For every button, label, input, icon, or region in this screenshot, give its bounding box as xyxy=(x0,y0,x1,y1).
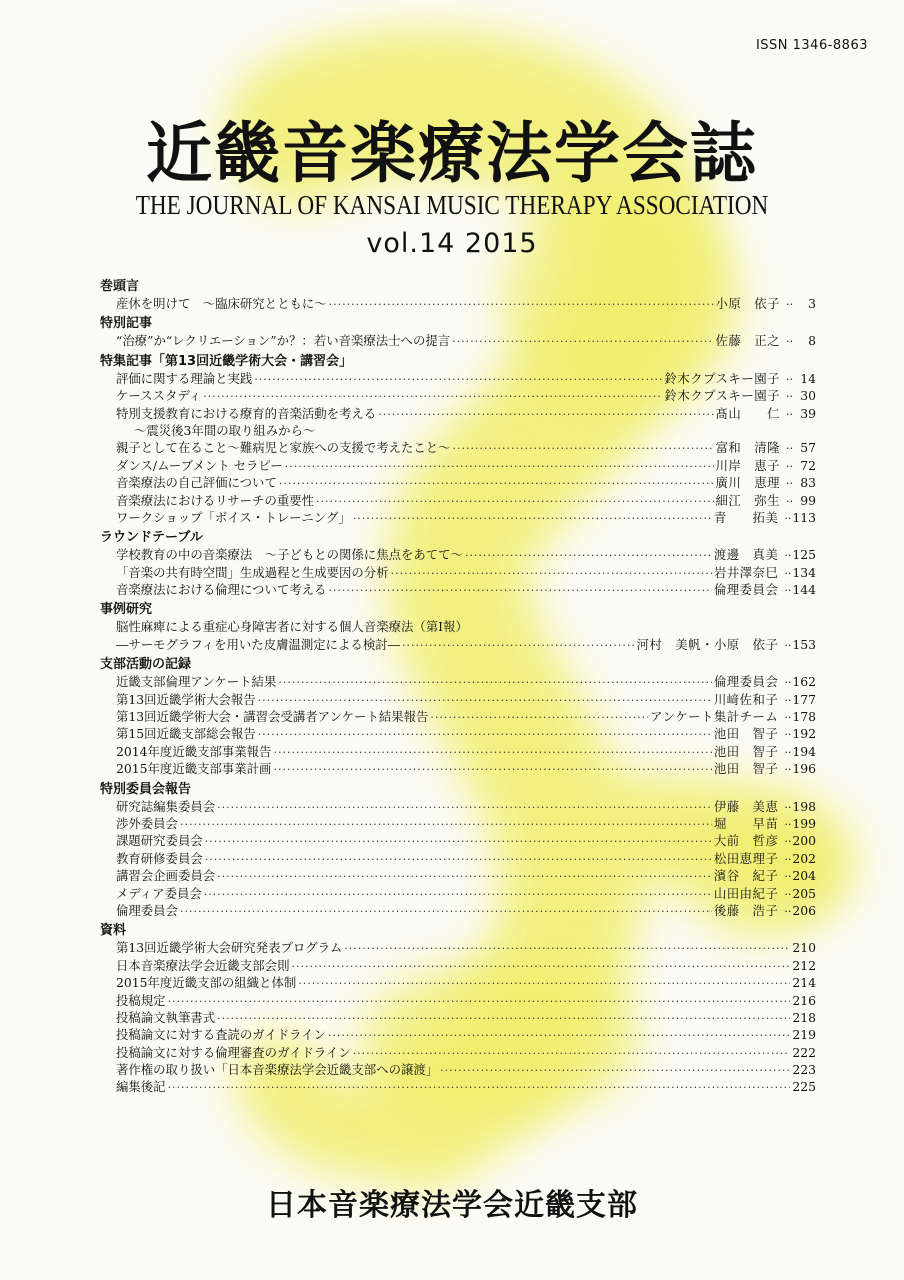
leader-dots xyxy=(205,833,712,850)
toc-section xyxy=(100,278,816,312)
page-leader-dots: ·· xyxy=(786,390,793,404)
toc-entry-author: 鈴木クプスキー園子 xyxy=(664,370,780,386)
toc-entry-page: 198 xyxy=(792,798,816,814)
toc-entry-page: 39 xyxy=(800,405,816,421)
page-leader-dots: ·· xyxy=(786,459,793,473)
toc-entry xyxy=(100,618,816,635)
toc-section xyxy=(100,656,816,777)
toc-entry-title: 2015年度近畿支部の組織と体制 xyxy=(116,975,297,991)
toc-entry-page: 223 xyxy=(792,1062,816,1078)
toc-entry-page: 204 xyxy=(792,868,816,884)
page-leader-dots: ·· xyxy=(784,835,792,849)
toc-entry-page: 125 xyxy=(792,547,816,563)
toc-entry xyxy=(100,832,816,849)
leader-dots xyxy=(279,475,714,492)
toc-section xyxy=(100,315,816,349)
toc-entry-page: 192 xyxy=(792,726,816,742)
toc-entry-page: 219 xyxy=(792,1027,816,1043)
toc-entry xyxy=(100,509,816,526)
toc-entry-author: 鈴木クプスキー園子 xyxy=(664,388,780,404)
toc-entry-page: 210 xyxy=(792,940,816,956)
toc-section-title: 支部活動の記録 xyxy=(100,657,192,673)
toc-entry-page: 202 xyxy=(792,850,816,866)
toc-section-title: 事例研究 xyxy=(100,602,153,618)
toc-entry-author: 池田 智子 xyxy=(713,726,779,742)
toc-entry-page: 206 xyxy=(792,902,816,918)
leader-dots xyxy=(465,547,712,564)
toc-entry xyxy=(100,743,816,760)
toc-entry-title: 2015年度近畿支部事業計画 xyxy=(116,761,272,777)
toc-entry xyxy=(100,581,816,598)
page-leader-dots: ·· xyxy=(784,817,792,831)
toc-section-title: 特別記事 xyxy=(100,316,153,332)
toc-entry-author: 山田由紀子 xyxy=(713,885,779,901)
toc-entry-page: 14 xyxy=(800,370,816,386)
toc-entry-title: 親子として在ること～難病児と家族への支援で考えたこと～ xyxy=(116,440,451,456)
leader-dots xyxy=(402,637,635,654)
toc-entry xyxy=(100,405,816,422)
toc-entry-page: 212 xyxy=(792,957,816,973)
toc-entry-page: 225 xyxy=(792,1079,816,1095)
toc-entry xyxy=(100,1044,816,1061)
toc-entry-page: 196 xyxy=(792,761,816,777)
leader-dots xyxy=(329,296,714,313)
toc-entry-title: 研究誌編集委員会 xyxy=(116,798,216,814)
page-leader-dots: ·· xyxy=(784,584,792,598)
page-leader-dots: ·· xyxy=(784,638,792,652)
toc-entry xyxy=(100,439,816,456)
toc-entry xyxy=(100,974,816,991)
toc-entry-page: 194 xyxy=(792,743,816,759)
toc-entry-title: 投稿論文に対する査読のガイドライン xyxy=(116,1027,326,1043)
toc-entry-author: 堀 早苗 xyxy=(713,815,779,831)
toc-entry xyxy=(100,370,816,387)
leader-dots xyxy=(453,440,714,457)
leader-dots xyxy=(217,1010,790,1027)
toc-section xyxy=(100,601,816,653)
toc-entry-title: 2014年度近畿支部事業報告 xyxy=(116,743,272,759)
page-leader-dots: ·· xyxy=(786,298,793,311)
toc-entry-author: 富和 清隆 xyxy=(715,440,780,456)
toc-entry-page: 205 xyxy=(792,885,816,901)
toc-entry-author: 河村 美帆・小原 依子 xyxy=(636,636,779,652)
toc-entry xyxy=(100,815,816,832)
toc-entry xyxy=(100,939,816,956)
leader-dots xyxy=(168,1079,791,1096)
page-leader-dots: ·· xyxy=(784,676,792,690)
leader-dots xyxy=(291,958,790,975)
leader-dots xyxy=(391,565,712,582)
toc-entry xyxy=(100,1026,816,1043)
page-leader-dots: ·· xyxy=(784,852,792,866)
toc-entry xyxy=(100,457,816,474)
toc-entry-title: メディア委員会 xyxy=(116,885,202,901)
leader-dots xyxy=(273,761,711,778)
toc-entry-author: 倫理委員会 xyxy=(713,582,779,598)
toc-entry-title: 音楽療法における倫理について考える xyxy=(116,582,327,598)
toc-entry xyxy=(100,1009,816,1026)
leader-dots xyxy=(180,903,712,920)
leader-dots xyxy=(254,371,662,388)
toc-entry-page: 218 xyxy=(792,1009,816,1025)
toc-entry-title: 音楽療法におけるリサーチの重要性 xyxy=(116,492,315,508)
page-leader-dots: ·· xyxy=(784,887,792,901)
leader-dots xyxy=(205,851,712,868)
toc-entry xyxy=(100,992,816,1009)
toc-entry-page: 222 xyxy=(792,1044,816,1060)
toc-section xyxy=(100,529,816,598)
leader-dots xyxy=(353,1045,791,1062)
toc-entry-page: 177 xyxy=(792,691,816,707)
toc-entry xyxy=(100,295,816,312)
toc-entry-page: 200 xyxy=(792,833,816,849)
toc-section xyxy=(100,781,816,920)
toc-entry-title: 評価に関する理論と実践 xyxy=(116,370,253,386)
leader-dots xyxy=(298,975,790,992)
toc-entry xyxy=(100,422,816,439)
page-leader-dots: ·· xyxy=(786,477,793,491)
page-leader-dots: ·· xyxy=(784,566,792,580)
toc-entry-page: 199 xyxy=(792,815,816,831)
leader-dots xyxy=(430,709,648,726)
page-leader-dots: ·· xyxy=(784,728,792,742)
toc-entry-title: ワークショップ「ボイス・トレーニング」 xyxy=(116,509,351,525)
toc-entry-title: 第13回近畿学術大会・講習会受講者アンケート結果報告 xyxy=(116,709,429,725)
page-leader-dots: ·· xyxy=(784,763,792,777)
leader-dots xyxy=(273,744,711,761)
toc-entry-author: 松田恵理子 xyxy=(713,850,779,866)
leader-dots xyxy=(203,388,662,405)
page-leader-dots: ·· xyxy=(784,711,792,725)
toc-section-title: 資料 xyxy=(100,923,127,939)
page-leader-dots: ·· xyxy=(786,335,793,349)
toc-entry-author: 川岸 恵子 xyxy=(715,457,780,473)
page-leader-dots: ·· xyxy=(784,693,792,707)
toc-entry-page: 214 xyxy=(792,975,816,991)
toc-entry-title: 著作権の取り扱い「日本音楽療法学会近畿支部への譲渡」 xyxy=(116,1062,439,1078)
toc-entry-author: 青 拓美 xyxy=(713,509,779,525)
toc-entry-author: 倫理委員会 xyxy=(713,674,779,690)
leader-dots xyxy=(278,674,712,691)
toc-entry xyxy=(100,332,816,349)
toc-entry-title: 脳性麻痺による重症心身障害者に対する個人音楽療法（第Ⅰ報） xyxy=(116,619,468,635)
toc-entry-author: 髙山 仁 xyxy=(715,405,780,421)
toc-entry xyxy=(100,691,816,708)
toc-entry xyxy=(100,957,816,974)
toc-entry-page: 144 xyxy=(792,582,816,598)
toc-entry-title: 倫理委員会 xyxy=(116,902,178,918)
page-leader-dots: ·· xyxy=(784,549,792,563)
toc-entry-author: 池田 智子 xyxy=(713,761,779,777)
toc-entry xyxy=(100,798,816,815)
toc-entry-page: 57 xyxy=(800,440,816,456)
toc-entry xyxy=(100,885,816,902)
toc-entry-author: アンケート集計チーム xyxy=(650,709,779,725)
journal-subtitle: THE JOURNAL OF KANSAI MUSIC THERAPY ASSOCIATION xyxy=(135,190,769,220)
page-leader-dots: ·· xyxy=(784,904,792,918)
toc-entry-page: 153 xyxy=(792,636,816,652)
page-leader-dots: ·· xyxy=(784,745,792,759)
toc-entry-title: 第15回近畿支部総会報告 xyxy=(116,726,256,742)
leader-dots xyxy=(258,692,712,709)
toc-entry xyxy=(100,867,816,884)
leader-dots xyxy=(452,333,713,350)
toc-entry-title: 近畿支部倫理アンケート結果 xyxy=(116,674,277,690)
toc-entry-author: 伊藤 美恵 xyxy=(713,798,779,814)
toc-entry-author: 濱谷 紀子 xyxy=(713,868,779,884)
toc-entry-page: 30 xyxy=(800,388,816,404)
toc-entry-title: 投稿規定 xyxy=(116,992,166,1008)
toc-section xyxy=(100,922,816,1096)
toc-entry-title: 編集後記 xyxy=(116,1079,166,1095)
toc-entry-author: 大前 哲彦 xyxy=(713,833,779,849)
leader-dots xyxy=(217,868,712,885)
page-leader-dots: ·· xyxy=(784,800,792,814)
toc-entry-page: 216 xyxy=(792,992,816,1008)
toc-entry-title: 産休を明けて ～臨床研究とともに～ xyxy=(116,296,327,311)
leader-dots xyxy=(328,1027,790,1044)
table-of-contents xyxy=(100,278,816,1099)
toc-entry-page: 3 xyxy=(808,296,816,311)
toc-entry-title: 日本音楽療法学会近畿支部会則 xyxy=(116,957,290,973)
toc-entry xyxy=(100,564,816,581)
journal-title: 近畿音楽療法学会誌 xyxy=(146,114,758,192)
issn-label: ISSN 1346-8863 xyxy=(755,38,868,53)
toc-entry-page: 99 xyxy=(800,492,816,508)
toc-entry-page: 113 xyxy=(792,509,816,525)
leader-dots xyxy=(285,458,714,475)
toc-entry-title: ―サーモグラフィを用いた皮膚温測定による検討― xyxy=(116,636,400,652)
leader-dots xyxy=(168,993,791,1010)
page-leader-dots: ·· xyxy=(786,442,793,456)
leader-dots xyxy=(217,799,712,816)
toc-entry-author: 佐藤 正之 xyxy=(715,333,780,349)
toc-entry-author: 細江 弥生 xyxy=(715,492,780,508)
toc-section xyxy=(100,353,816,527)
toc-entry-title: 第13回近畿学術大会研究発表プログラム xyxy=(116,940,343,956)
toc-section-title: 特別委員会報告 xyxy=(100,781,192,797)
toc-entry-title: 講習会企画委員会 xyxy=(116,868,216,884)
toc-entry xyxy=(100,492,816,509)
toc-entry-title: 第13回近畿学術大会報告 xyxy=(116,691,256,707)
toc-entry xyxy=(100,725,816,742)
leader-dots xyxy=(316,493,714,510)
volume-label: vol.14 2015 xyxy=(366,228,538,259)
leader-dots xyxy=(378,406,713,423)
page-leader-dots: ·· xyxy=(786,372,793,386)
toc-entry-author: 後藤 浩子 xyxy=(713,902,779,918)
page-leader-dots: ·· xyxy=(786,407,793,421)
toc-entry-author: 池田 智子 xyxy=(713,743,779,759)
toc-entry xyxy=(100,850,816,867)
toc-entry-title: 投稿論文に対する倫理審査のガイドライン xyxy=(116,1044,351,1060)
toc-entry xyxy=(100,760,816,777)
toc-section-title: ラウンドテーブル xyxy=(100,530,203,546)
toc-entry-title: 課題研究委員会 xyxy=(116,833,203,849)
leader-dots xyxy=(204,886,712,903)
toc-entry xyxy=(100,387,816,404)
toc-entry-page: 83 xyxy=(800,475,816,491)
toc-entry-page: 178 xyxy=(792,709,816,725)
toc-entry-page: 162 xyxy=(792,674,816,690)
toc-entry xyxy=(100,1078,816,1095)
toc-entry-title: 教育研修委員会 xyxy=(116,850,203,866)
toc-entry-author: 川﨑佐和子 xyxy=(713,691,779,707)
toc-entry xyxy=(100,636,816,653)
page-leader-dots: ·· xyxy=(784,870,792,884)
toc-entry-author: 小原 依子 xyxy=(715,296,780,311)
toc-entry-title: “治療”か“レクリエーション”か？：若い音楽療法士への提言 xyxy=(116,333,451,349)
leader-dots xyxy=(180,816,712,833)
publisher-name: 日本音楽療法学会近畿支部 xyxy=(266,1188,638,1223)
toc-entry xyxy=(100,673,816,690)
toc-entry-page: 134 xyxy=(792,564,816,580)
toc-entry-title: 投稿論文執筆書式 xyxy=(116,1009,216,1025)
toc-entry xyxy=(100,708,816,725)
toc-entry-title: ダンス/ムーブメント セラピー xyxy=(116,457,283,473)
toc-entry-page: 72 xyxy=(800,457,816,473)
toc-entry xyxy=(100,1061,816,1078)
toc-entry-title: 特別支援教育における療育的音楽活動を考える xyxy=(116,405,377,421)
leader-dots xyxy=(440,1062,790,1079)
toc-entry xyxy=(100,474,816,491)
toc-entry-title: 渉外委員会 xyxy=(116,815,178,831)
toc-entry-title: 学校教育の中の音楽療法 ～子どもとの関係に焦点をあてて～ xyxy=(116,547,463,563)
toc-entry-title: ケーススタディ xyxy=(116,388,202,404)
leader-dots xyxy=(258,726,712,743)
toc-entry-page: 8 xyxy=(808,333,816,349)
toc-entry xyxy=(100,902,816,919)
page-leader-dots: ·· xyxy=(784,511,792,525)
toc-entry-title: 音楽療法の自己評価について xyxy=(116,475,277,491)
toc-entry-title: ～震災後3年間の取り組みから～ xyxy=(134,422,316,438)
toc-section-title: 特集記事「第13回近畿学術大会・講習会」 xyxy=(100,353,353,369)
toc-entry xyxy=(100,546,816,563)
leader-dots xyxy=(353,510,712,527)
toc-entry-title: 「音楽の共有時空間」生成過程と生成要因の分析 xyxy=(116,564,389,580)
toc-entry-author: 岩井澤奈巳 xyxy=(713,564,779,580)
leader-dots xyxy=(328,582,711,599)
page-leader-dots: ·· xyxy=(786,494,793,508)
toc-entry-author: 廣川 恵理 xyxy=(715,475,780,491)
toc-entry-author: 渡邊 真美 xyxy=(713,547,779,563)
toc-section-title: 巻頭言 xyxy=(100,279,140,294)
leader-dots xyxy=(344,940,790,957)
